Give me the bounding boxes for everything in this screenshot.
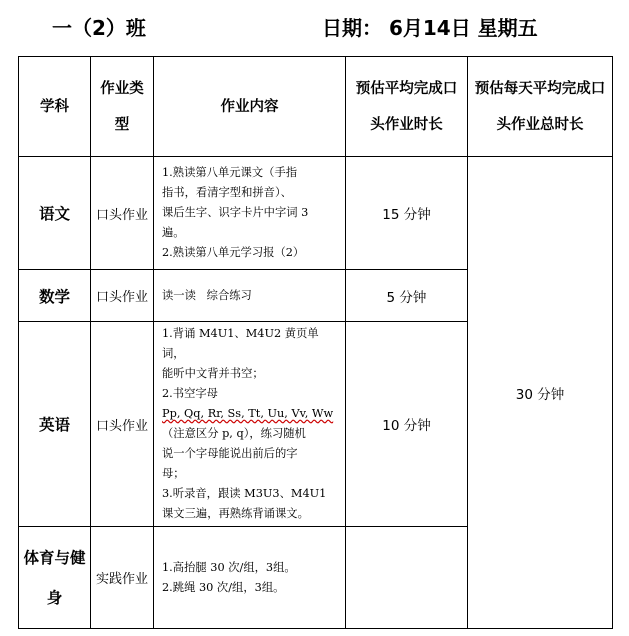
subject-cell: 语文 — [19, 157, 91, 270]
header-total-time: 预估每天平均完成口头作业总时长 — [468, 57, 613, 157]
subject-cell: 数学 — [19, 270, 91, 322]
content-cell — [154, 527, 346, 629]
header-subject: 学科 — [19, 57, 91, 157]
subject-cell: 体育与健身 — [19, 527, 91, 629]
table-header-row — [19, 57, 613, 157]
content-line: 课后生字、识字卡片中字词 3 — [162, 206, 309, 219]
content-line: Pp, Qq, Rr, Ss, Tt, Uu, Vv, Ww — [162, 407, 334, 420]
header-avg-time: 预估平均完成口头作业时长 — [346, 57, 468, 157]
content-line: 2.书空字母 — [162, 387, 218, 400]
header-type: 作业类型 — [91, 57, 154, 157]
time-cell: 5 分钟 — [346, 270, 468, 322]
subject-cell: 英语 — [19, 322, 91, 527]
table-row — [19, 157, 613, 270]
content-line: 2.熟读第八单元学习报（2） — [162, 246, 305, 259]
time-cell: 10 分钟 — [346, 322, 468, 527]
content-cell — [154, 157, 346, 270]
total-time-cell: 30 分钟 — [468, 157, 613, 629]
content-line: 读一读 综合练习 — [162, 288, 252, 302]
content-line: 母； — [162, 467, 185, 480]
class-title: 一（2）班 — [52, 16, 146, 40]
type-cell: 实践作业 — [91, 527, 154, 629]
header-content: 作业内容 — [154, 57, 346, 157]
content-line: 说一个字母能说出前后的字 — [162, 447, 298, 460]
content-line: 能听中文背并书空； — [162, 367, 264, 380]
content-line: 2.跳绳 30 次/组，3组。 — [162, 580, 285, 594]
content-line: 指书，看清字型和拼音）、 — [162, 186, 292, 199]
content-line: 课文三遍，再熟练背诵课文。 — [162, 507, 309, 520]
date-label: 日期： 6月14日 星期五 — [322, 16, 538, 40]
content-line: 1.高抬腿 30 次/组，3组。 — [162, 560, 296, 574]
time-cell: 15 分钟 — [346, 157, 468, 270]
content-line: （注意区分 p, q），练习随机 — [162, 427, 306, 440]
content-cell — [154, 270, 346, 322]
homework-table — [18, 56, 613, 629]
content-line: 3.听录音，跟读 M3U3、M4U1 — [162, 487, 327, 500]
time-cell — [346, 527, 468, 629]
type-cell: 口头作业 — [91, 270, 154, 322]
type-cell: 口头作业 — [91, 157, 154, 270]
content-line: 1.背诵 M4U1、M4U2 黄页单词， — [162, 327, 319, 360]
content-cell — [154, 322, 346, 527]
type-cell: 口头作业 — [91, 322, 154, 527]
content-line: 1.熟读第八单元课文（手指 — [162, 166, 298, 179]
content-line: 遍。 — [162, 226, 185, 239]
